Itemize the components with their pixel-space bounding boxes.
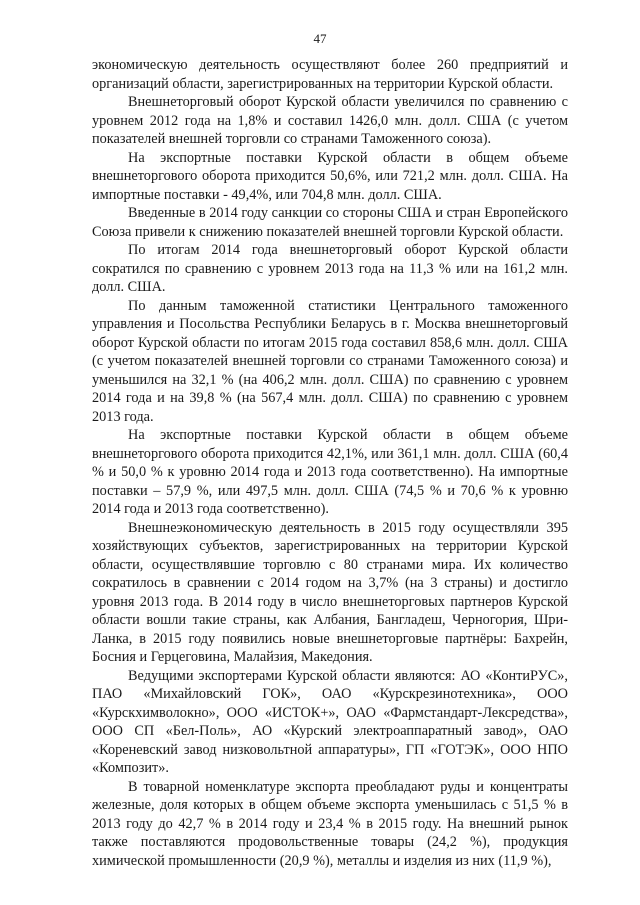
- paragraph-trade-turnover-2013: Внешнеторговый оборот Курской области увеличился по сравнению с уровнем 2012 года на 1,8% и составил 1426,0 млн. долл. США (с учетом показателей внешней торговли со странами Таможенного союза).: [92, 94, 568, 147]
- paragraph-turnover-2014: По итогам 2014 года внешнеторговый оборот Курской области сократился по сравнению с уровнем 2013 года на 11,3 % или на 161,2 млн. долл. США.: [92, 242, 568, 295]
- paragraph-continuation: экономическую деятельность осуществляют более 260 предприятий и организаций области, зарегистрированных на территории Курской области.: [92, 57, 568, 92]
- paragraph-export-import-2013: На экспортные поставки Курской области в общем объеме внешнеторгового оборота приходится 50,6%, или 721,2 млн. долл. США. На импортные поставки - 49,4%, или 704,8 млн. долл. США.: [92, 149, 568, 203]
- paragraph-export-structure: В товарной номенклатуре экспорта преобладают руды и концентраты железные, доля которых в общем объеме экспорта уменьшилась с 51,5 % в 2013 году до 42,7 % в 2014 году и 23,4 % в 2015 году. На внешний рынок также поставляются продовольственные товары (24,2 %), продукция химической промышленности (20,9 %), металлы и изделия из них (11,9 %),: [92, 778, 568, 869]
- document-body: [92, 56, 568, 870]
- paragraph-sanctions: Введенные в 2014 году санкции со стороны США и стран Европейского Союза привели к снижению показателей внешней торговли Курской области.: [92, 205, 568, 240]
- paragraph-turnover-2015: По данным таможенной статистики Центрального таможенного управления и Посольства Республики Беларусь в г. Москва внешнеторговый оборот Курской области по итогам 2015 года составил 858,6 млн. долл. США (с учетом показателей внешней торговли со странами Таможенного союза) и уменьшился на 32,1 % (на 406,2 млн. долл. США) по сравнению с уровнем 2014 года и на 39,8 % (на 567,4 млн. долл. США) по сравнению с уровнем 2013 года.: [92, 297, 568, 425]
- paragraph-export-import-2015: На экспортные поставки Курской области в общем объеме внешнеторгового оборота приходится 42,1%, или 361,1 млн. долл. США (60,4 % и 50,0 % к уровню 2014 года и 2013 года соответственно). На импортные поставки – 57,9 %, или 497,5 млн. долл. США (74,5 % и 70,6 % к уровню 2014 года и 2013 года соответственно).: [92, 427, 568, 517]
- paragraph-trade-partners: Внешнеэкономическую деятельность в 2015 году осуществляли 395 хозяйствующих субъектов, зарегистрированных на территории Курской области, осуществлявшие торговлю с 80 странами мира. Их количество сократилось в сравнении с 2014 годом на 3,7% (на 3 страны) и достигло уровня 2013 года. В 2014 году в число внешнеторговых партнеров Курской области вошли такие страны, как Албания, Бангладеш, Черногория, Шри-Ланка, в 2015 году появились новые внешнеторговые партнёры: Бахрейн, Босния и Герцеговина, Малайзия, Македония.: [92, 519, 568, 665]
- page-number: 47: [313, 31, 327, 46]
- paragraph-leading-exporters: Ведущими экспортерами Курской области являются: АО «КонтиРУС», ПАО «Михайловский ГОК», ОАО «Курскрезинотехника», ООО «Курскхимволокно», ООО «ИСТОК+», ОАО «Фармстандарт-Лексредства», ООО СП «Бел-Поль», АО «Курский электроаппаратный завод», ОАО «Кореневский завод низковольтной аппаратуры», ГП «ГОТЭК», ООО НПО «Композит».: [92, 667, 568, 776]
